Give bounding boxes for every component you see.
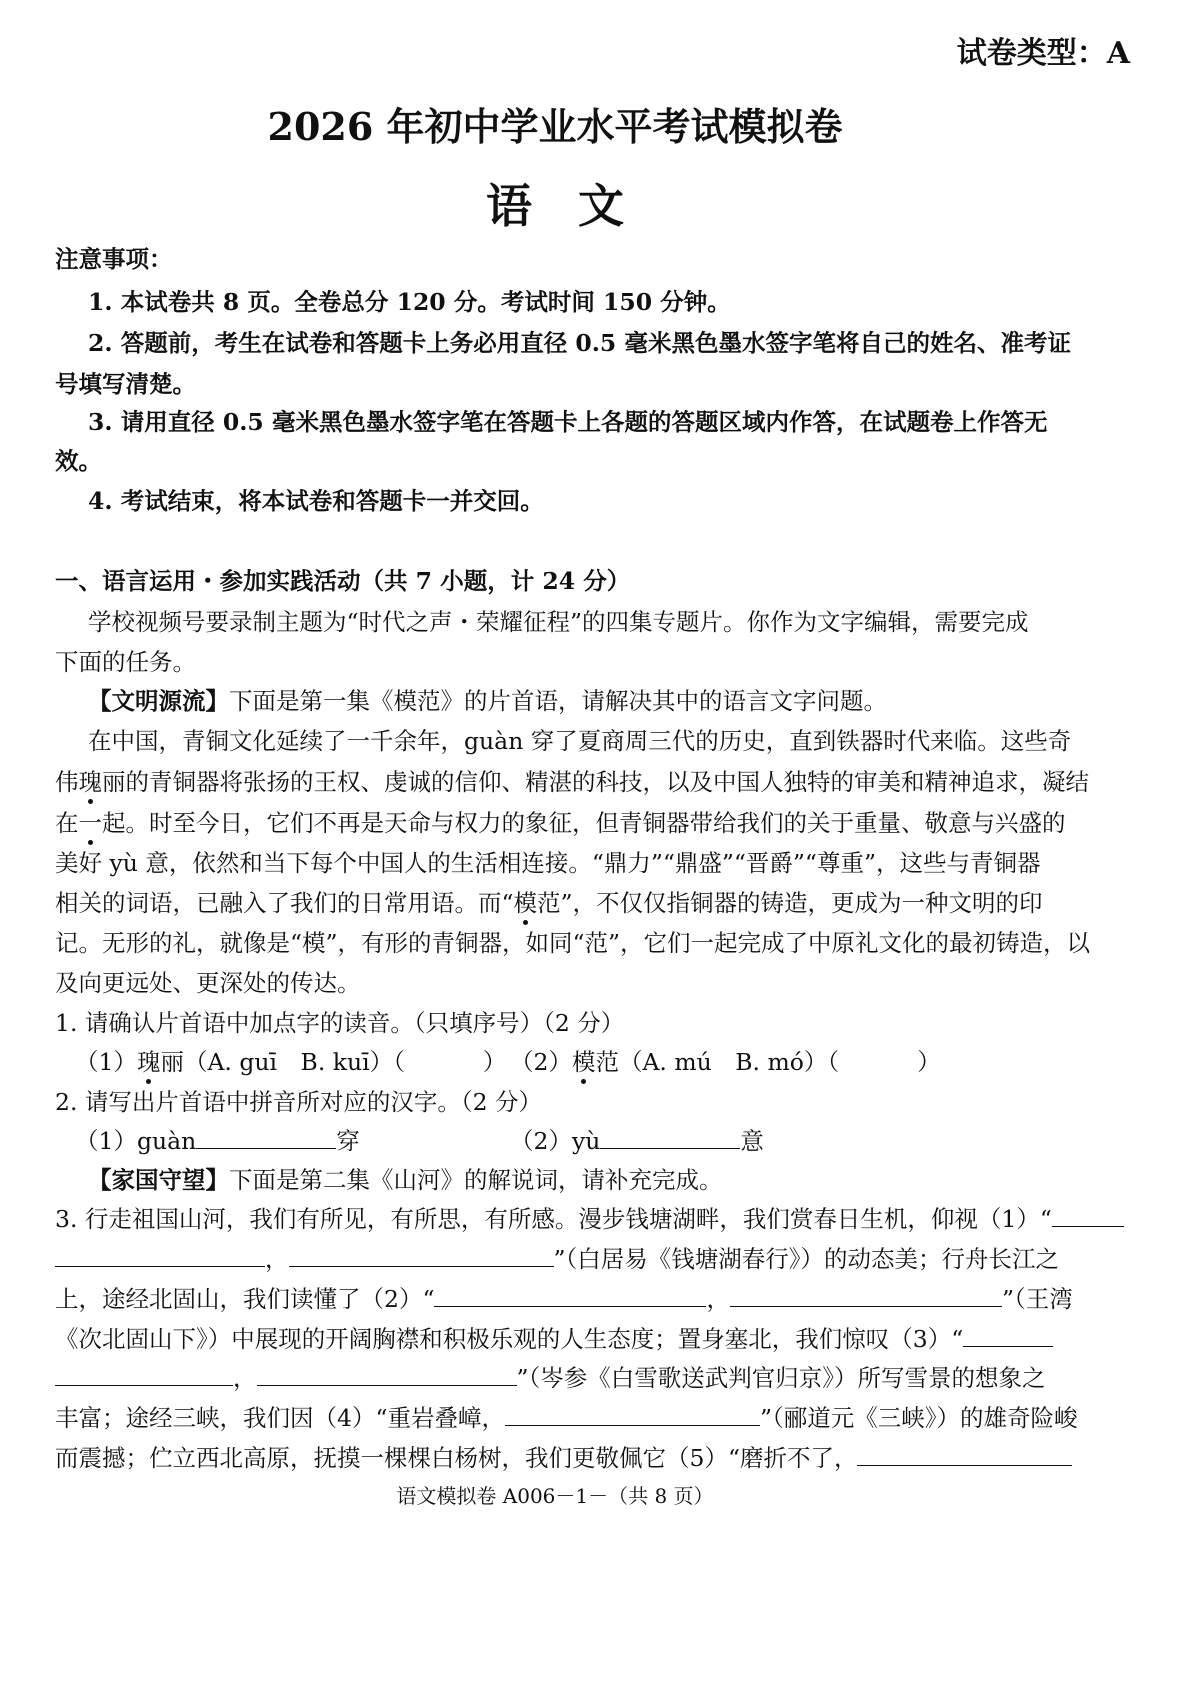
dotted-char: 瑰 bbox=[137, 1043, 161, 1077]
part-1-label: 【文明源流】 bbox=[88, 687, 229, 715]
answer-blank[interactable] bbox=[257, 1363, 517, 1386]
passage-line-1: 在中国，青铜文化延续了一千余年，guàn 穿了夏商周三代的历史，直到铁器时代来临。这些奇 bbox=[88, 727, 1072, 755]
question-2-stem: 2. 请写出片首语中拼音所对应的汉字。（2 分） bbox=[55, 1088, 543, 1116]
question-3-line-6: 丰富；途经三峡，我们因（4）“重岩叠嶂， ”（郦道元《三峡》）的雄奇险峻 bbox=[55, 1404, 1078, 1432]
question-3-line-5: ， ”（岑参《白雪歌送武判官归京》）所写雪景的想象之 bbox=[55, 1359, 1155, 1393]
question-2-item-a: （1）guàn 穿 bbox=[75, 1127, 360, 1155]
dotted-char: 模 bbox=[572, 1043, 596, 1077]
notice-item-3: 3. 请用直径 0.5 毫米黑色墨水签字笔在答题卡上各题的答题区域内作答，在试题卷上作答无 bbox=[88, 408, 1048, 436]
dotted-char: 一 bbox=[79, 804, 103, 838]
part-2-text: 下面是第二集《山河》的解说词，请补充完成。 bbox=[229, 1166, 723, 1194]
question-3-line-4: 《次北固山下》）中展现的开阔胸襟和积极乐观的人生态度；置身塞北，我们惊叹（3）“ bbox=[55, 1320, 1155, 1354]
question-3-line-3: 上，途经北固山，我们读懂了（2）“ ， ”（王湾 bbox=[55, 1285, 1073, 1313]
notice-item-3-cont: 效。 bbox=[55, 447, 102, 475]
part-2-label: 【家国守望】 bbox=[88, 1166, 229, 1194]
question-1-option-b: （2）模范（A. mú B. mó）（ ） bbox=[510, 1043, 1010, 1077]
section-1-intro-line-2: 下面的任务。 bbox=[55, 648, 196, 676]
dotted-char: 瑰 bbox=[79, 763, 103, 797]
paper-type-label: 试卷类型：A bbox=[956, 36, 1130, 71]
answer-blank[interactable] bbox=[730, 1284, 1002, 1307]
question-3-line-2: ， ”（白居易《钱塘湖春行》）的动态美；行舟长江之 bbox=[55, 1240, 1155, 1274]
question-1-stem: 1. 请确认片首语中加点字的读音。（只填序号）（2 分） bbox=[55, 1009, 625, 1037]
answer-blank[interactable] bbox=[600, 1126, 740, 1149]
question-3-line-7: 而震撼；伫立西北高原，抚摸一棵棵白杨树，我们更敬佩它（5）“磨折不了， bbox=[55, 1439, 1155, 1473]
notice-item-4: 4. 考试结束，将本试卷和答题卡一并交回。 bbox=[88, 487, 544, 515]
passage-line-6: 记。无形的礼，就像是“模”，有形的青铜器，如同“范”，它们一起完成了中原礼文化的最初铸造，以 bbox=[55, 929, 1091, 957]
exam-title: 2026 年初中学业水平考试模拟卷 bbox=[267, 104, 843, 149]
passage-line-2: 伟瑰丽的青铜器将张扬的王权、虔诚的信仰、精湛的科技，以及中国人独特的审美和精神追求，凝结 bbox=[55, 763, 1155, 797]
passage-line-7: 及向更远处、更深处的传达。 bbox=[55, 969, 361, 997]
question-2-item-b: （2）yù 意 bbox=[510, 1127, 764, 1155]
part-1-text: 下面是第一集《模范》的片首语，请解决其中的语言文字问题。 bbox=[229, 687, 887, 715]
passage-line-5: 相关的词语，已融入了我们的日常用语。而“模范”，不仅仅指铜器的铸造，更成为一种文明的印 bbox=[55, 884, 1155, 918]
subject-title: 语 文 bbox=[486, 179, 624, 233]
part-1-intro bbox=[88, 682, 1188, 716]
part-2-intro bbox=[88, 1161, 1188, 1195]
answer-blank[interactable] bbox=[55, 1244, 265, 1267]
answer-blank[interactable] bbox=[963, 1324, 1053, 1347]
notice-item-2-cont: 号填写清楚。 bbox=[55, 370, 196, 398]
notice-item-2: 2. 答题前，考生在试卷和答题卡上务必用直径 0.5 毫米黑色墨水签字笔将自己的姓名、准考证 bbox=[88, 329, 1071, 357]
notice-heading: 注意事项： bbox=[55, 245, 173, 273]
section-1-intro-line-1: 学校视频号要录制主题为“时代之声・荣耀征程”的四集专题片。你作为文字编辑，需要完成 bbox=[88, 608, 1029, 636]
dotted-char: 模 bbox=[514, 884, 538, 918]
answer-blank[interactable] bbox=[55, 1363, 233, 1386]
answer-blank[interactable] bbox=[1052, 1204, 1124, 1227]
question-3-line-1: 3. 行走祖国山河，我们有所见，有所思，有所感。漫步钱塘湖畔，我们赏春日生机，仰视（1）“ bbox=[55, 1200, 1155, 1234]
answer-blank[interactable] bbox=[434, 1284, 706, 1307]
passage-line-3: 在一起。时至今日，它们不再是天命与权力的象征，但青铜器带给我们的关于重量、敬意与兴盛的 bbox=[55, 804, 1155, 838]
passage-line-4: 美好 yù 意，依然和当下每个中国人的生活相连接。“鼎力”“鼎盛”“晋爵”“尊重”，这些与青铜器 bbox=[55, 849, 1041, 877]
answer-blank[interactable] bbox=[289, 1244, 554, 1267]
answer-blank[interactable] bbox=[505, 1403, 760, 1426]
page-footer: 语文模拟卷 A006－1－（共 8 页） bbox=[396, 1484, 714, 1508]
notice-item-1: 1. 本试卷共 8 页。全卷总分 120 分。考试时间 150 分钟。 bbox=[88, 288, 731, 316]
section-1-heading: 一、语言运用・参加实践活动（共 7 小题，计 24 分） bbox=[55, 567, 631, 595]
question-1-option-a: （1）瑰丽（A. guī B. kuī）（ ） bbox=[75, 1043, 1175, 1077]
answer-blank[interactable] bbox=[857, 1443, 1072, 1466]
answer-blank[interactable] bbox=[196, 1126, 336, 1149]
